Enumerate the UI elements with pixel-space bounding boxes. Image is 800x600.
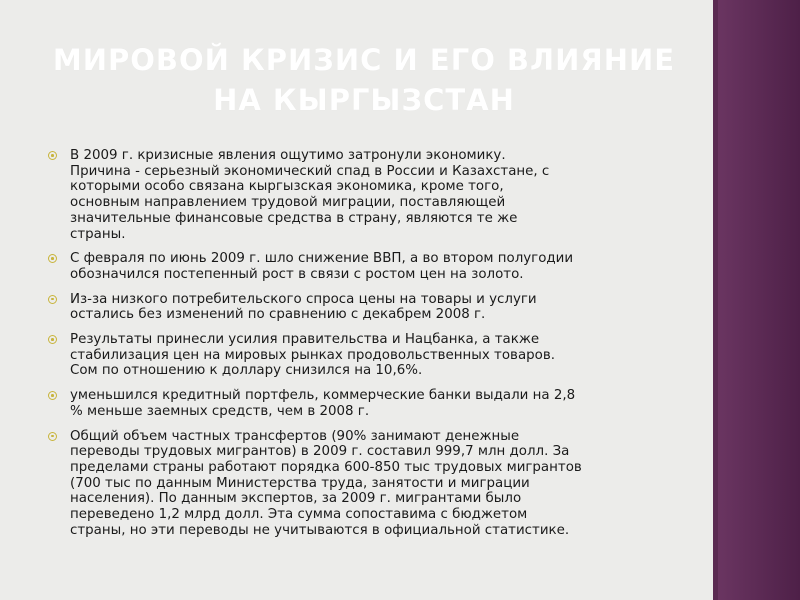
circle-bullet-icon (48, 391, 57, 400)
bullet-text: С февраля по июнь 2009 г. шло снижение ВВП, а во втором полугодии обозначился постепенный рост в связи с ростом цен на золото. (70, 251, 574, 282)
circle-bullet-icon (48, 295, 57, 304)
bullet-item (48, 332, 666, 379)
bullet-list (48, 148, 666, 547)
bullet-text: уменьшился кредитный портфель, коммерческие банки выдали на 2,8 % меньше заемных средств, чем в 2008 г. (70, 388, 576, 419)
bullet-item (48, 292, 666, 323)
circle-bullet-icon (48, 254, 57, 263)
circle-bullet-icon (48, 151, 57, 160)
accent-band-gradient (718, 0, 800, 600)
bullet-item (48, 148, 666, 242)
slide-title: МИРОВОЙ КРИЗИС И ЕГО ВЛИЯНИЕ НА КЫРГЫЗСТАН (52, 43, 676, 117)
circle-bullet-icon (48, 335, 57, 344)
bullet-text: Результаты принесли усилия правительства и Нацбанка, а также стабилизация цен на мировых рынках продовольственных товаров. Сом по отношению к доллару снизился на 10,6%. (70, 332, 555, 379)
bullet-text: В 2009 г. кризисные явления ощутимо затронули экономику. Причина - серьезный экономический спад в России и Казахстане, с которыми особо связана кыргызская экономика, кроме того, основным направлением трудовой миграции, поставляющей значительные финансовые средства в страну, являются те же страны. (70, 148, 550, 242)
circle-bullet-icon (48, 432, 57, 441)
bullet-text: Общий объем частных трансфертов (90% занимают денежные переводы трудовых мигрантов) в 2009 г. составил 999,7 млн долл. За пределами страны работают порядка 600-850 тыс трудовых мигрантов (700 тыс по данным Министерства труда, занятости и миграции населения). По данным экспертов, за 2009 г. мигрантами было переведено 1,2 млрд долл. Эта сумма сопоставима с бюджетом страны, но эти переводы не учитываются в официальной статистике. (70, 428, 582, 538)
bullet-item (48, 251, 666, 282)
bullet-text: Из-за низкого потребительского спроса цены на товары и услуги остались без изменений по сравнению с декабрем 2008 г. (70, 291, 537, 323)
bullet-item (48, 429, 666, 539)
bullet-item (48, 388, 666, 419)
